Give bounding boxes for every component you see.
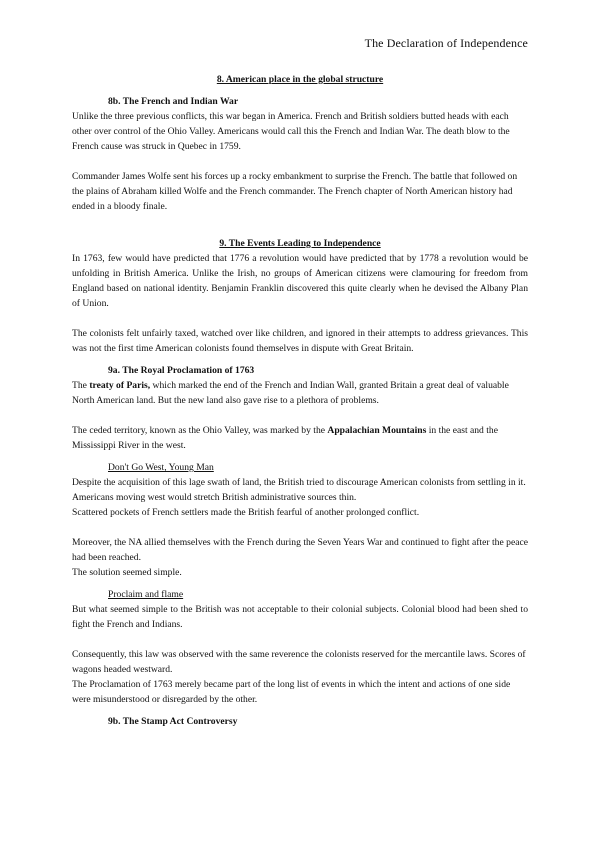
- paragraph: Scattered pockets of French settlers made the British fearful of another prolonged conflict.: [72, 507, 420, 518]
- paragraph: The solution seemed simple.: [72, 567, 182, 578]
- text-run: in the east and the Mississippi River in the west.: [72, 425, 498, 451]
- document-body: [72, 72, 528, 729]
- bold-term: Appalachian Mountains: [327, 425, 427, 436]
- subsection-heading-flame: Proclaim and flame: [108, 589, 184, 600]
- text-run: which marked the end of the French and Indian Wall, granted Britain a great deal of valuable North American land. But the new land also gave rise to a plethora of problems.: [72, 380, 509, 406]
- text-run: The ceded territory, known as the Ohio Valley, was marked by the: [72, 425, 328, 436]
- paragraph: Despite the acquisition of this lage swath of land, the British tried to discourage American colonists from settling in it. Americans moving west would stretch British administrative sources thin.: [72, 477, 526, 503]
- text-run: The: [72, 380, 90, 391]
- paragraph: The colonists felt unfairly taxed, watched over like children, and ignored in their attempts to address grievances. This was not the first time American colonists found themselves in dispute with Great Britain.: [72, 328, 528, 354]
- bold-term: treaty of Paris,: [89, 380, 151, 391]
- paragraph: In 1763, few would have predicted that 1776 a revolution would have predicted that by 1778 a revolution would be unfolding in British America. Unlike the Irish, no groups of American citizens were clamouring for freedom from England based on national identity. Benjamin Franklin discovered this quite clearly when he devised the Albany Plan of Union.: [72, 253, 528, 309]
- paragraph: The Proclamation of 1763 merely became part of the long list of events in which the intent and actions of one side were misunderstood or disregarded by the other.: [72, 679, 511, 705]
- section-9b-heading: 9b. The Stamp Act Controversy: [108, 716, 238, 727]
- paragraph: But what seemed simple to the British was not acceptable to their colonial subjects. Colonial blood had been shed to fight the French and Indians.: [72, 604, 528, 630]
- section-8-heading: 8. American place in the global structure: [216, 74, 384, 85]
- paragraph: [72, 378, 528, 408]
- paragraph: [72, 423, 528, 453]
- subsection-heading-west: Don't Go West, Young Man: [108, 462, 214, 473]
- section-9-heading: 9. The Events Leading to Independence: [219, 238, 381, 249]
- paragraph: Moreover, the NA allied themselves with the French during the Seven Years War and continued to fight after the peace had been reached.: [72, 537, 528, 563]
- paragraph: Consequently, this law was observed with the same reverence the colonists reserved for the mercantile laws. Scores of wagons headed westward.: [72, 649, 526, 675]
- running-header: The Declaration of Independence: [364, 36, 528, 50]
- paragraph: Unlike the three previous conflicts, this war began in America. French and British soldiers butted heads with each other over control of the Ohio Valley. Americans would call this the French and Indian War. The death blow to the French cause was struck in Quebec in 1759.: [72, 111, 510, 152]
- section-9a-heading: 9a. The Royal Proclamation of 1763: [108, 365, 255, 376]
- section-8b-heading: 8b. The French and Indian War: [108, 96, 239, 107]
- paragraph: Commander James Wolfe sent his forces up a rocky embankment to surprise the French. The battle that followed on the plains of Abraham killed Wolfe and the French commander. The French chapter of North American history had ended in a bloody finale.: [72, 171, 518, 212]
